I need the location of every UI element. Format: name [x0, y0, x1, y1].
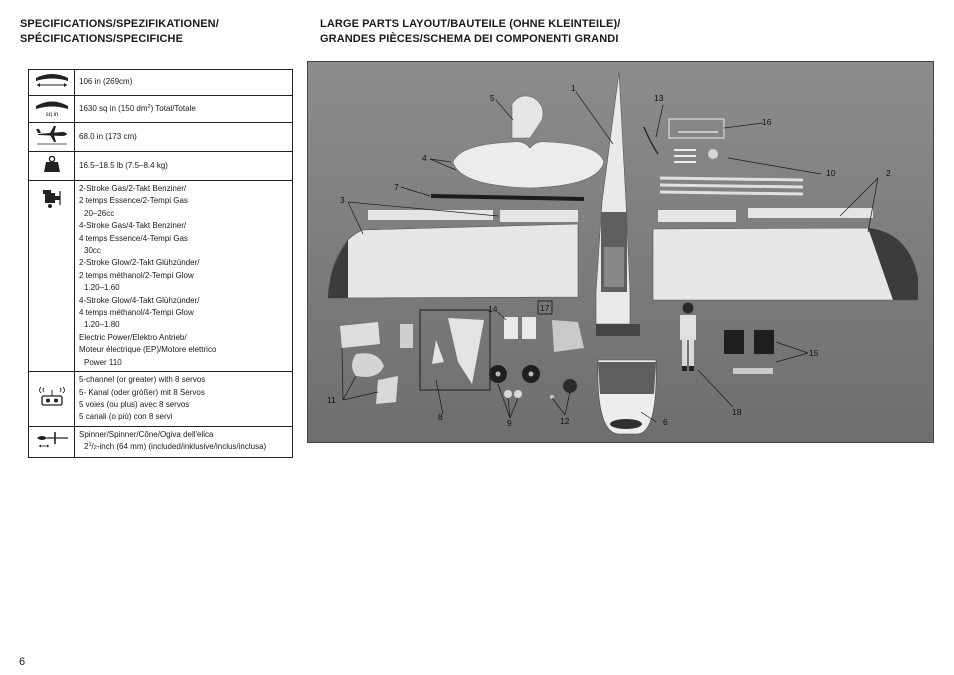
callout-12: 12	[560, 416, 570, 426]
radio-servo-icon	[29, 372, 75, 427]
wing-area-superscript: 2	[147, 103, 151, 110]
callout-15: 15	[809, 348, 819, 358]
callout-5: 5	[490, 93, 495, 103]
parts-layout-heading	[320, 17, 720, 47]
weight-value: 16.5–18.5 lb (7.5–8.4 kg)	[75, 152, 293, 181]
callout-11: 11	[327, 395, 336, 405]
engine-options	[75, 181, 293, 372]
callout-4: 4	[422, 153, 427, 163]
wing-area-text: 1630 sq in (150 dm	[79, 103, 148, 113]
radio-requirements	[75, 372, 293, 427]
parts-layout-heading-line-1: LARGE PARTS LAYOUT/BAUTEILE (OHNE KLEINTEILE)/	[320, 18, 621, 30]
callout-2: 2	[886, 168, 891, 178]
spec-row-weight	[29, 152, 293, 181]
engine-line: 2-Stroke Gas/2-Takt Benziner/	[79, 184, 187, 193]
specifications-table	[28, 69, 293, 458]
callout-10: 10	[826, 168, 836, 178]
length-value: 68.0 in (173 cm)	[75, 123, 293, 152]
callout-3: 3	[340, 195, 345, 205]
callout-16: 16	[762, 117, 772, 127]
parts-layout-heading-line-2: GRANDES PIÈCES/SCHEMA DEI COMPONENTI GRANDI	[320, 33, 619, 45]
engine-line: 2-Stroke Glow/2-Takt Glühzünder/	[79, 258, 200, 268]
engine-line: 30cc	[84, 246, 101, 256]
page-number: 6	[19, 656, 26, 668]
radio-line: 5 canali (o più) con 8 servi	[79, 412, 173, 422]
engine-line: 1.20–1.60	[84, 283, 120, 293]
callout-14: 14	[488, 304, 498, 314]
spinner-size: $2^1/2$-inch (64 mm) (included/inklusive/inclus/inclusa)	[84, 442, 267, 452]
spec-row-wingspan	[29, 70, 293, 96]
callout-17: 17	[540, 303, 550, 313]
cowl-part	[598, 360, 656, 434]
callout-6: 6	[663, 417, 668, 427]
wing-area-value	[75, 96, 293, 123]
radio-line: 5 voies (ou plus) avec 8 servos	[79, 399, 190, 409]
spinner-size-whole: 2	[84, 442, 89, 452]
engine-line: Power 110	[84, 357, 122, 367]
callout-1: 1	[571, 83, 576, 93]
spinner-value	[75, 426, 293, 457]
radio-line: 5- Kanal (oder größer) mit 8 Servos	[79, 387, 205, 397]
callout-18: 18	[732, 407, 742, 417]
wing-area-suffix: ) Total/Totale	[150, 103, 196, 113]
engine-line: Electric Power/Elektro Antrieb/	[79, 332, 187, 342]
spec-row-wing-area	[29, 96, 293, 123]
specifications-heading-line-1: SPECIFICATIONS/SPEZIFIKATIONEN/	[20, 18, 219, 30]
wing-area-icon	[29, 96, 75, 123]
engine-line: 1.20–1.80	[84, 320, 120, 330]
callout-7: 7	[394, 182, 399, 192]
spec-row-spinner	[29, 426, 293, 457]
large-parts-photo	[307, 61, 934, 443]
spinner-icon	[29, 426, 75, 457]
callout-13: 13	[654, 93, 664, 103]
spinner-size-numerator: 1	[88, 442, 92, 449]
wingspan-icon	[29, 70, 75, 96]
engine-line: 4 temps méthanol/4-Tempi Glow	[79, 308, 194, 318]
engine-icon	[29, 181, 75, 372]
engine-line: 4-Stroke Glow/4-Takt Glühzünder/	[79, 295, 200, 305]
engine-line: 4 temps Essence/4-Tempi Gas	[79, 233, 188, 243]
specifications-heading-line-2: SPÉCIFICATIONS/SPECIFICHE	[20, 33, 184, 45]
spinner-size-denominator: 2	[93, 445, 97, 452]
engine-line: 4-Stroke Gas/4-Takt Benziner/	[79, 221, 187, 231]
wing-area-icon-label: sq in	[45, 111, 58, 117]
spec-row-length	[29, 123, 293, 152]
spinner-size-text: -inch (64 mm) (included/inklusive/inclus/inclusa)	[96, 442, 267, 452]
engine-line: 20–26cc	[84, 208, 115, 218]
spec-row-radio	[29, 372, 293, 427]
engine-line: Moteur électrique (EP)/Motore elettrico	[79, 345, 217, 355]
radio-line: 5-channel (or greater) with 8 servos	[79, 375, 206, 385]
engine-line: 2 temps Essence/2-Tempi Gas	[79, 196, 188, 206]
spinner-line: Spinner/Spinner/Cône/Ogiva dell'elica	[79, 429, 214, 439]
fuselage-length-icon	[29, 123, 75, 152]
engine-line: 2 temps méthanol/2-Tempi Glow	[79, 270, 194, 280]
callout-8: 8	[438, 412, 443, 422]
weight-icon	[29, 152, 75, 181]
callout-9: 9	[507, 418, 512, 428]
spec-row-engine	[29, 181, 293, 372]
wingspan-value: 106 in (269cm)	[75, 70, 293, 96]
specifications-heading	[20, 17, 290, 47]
